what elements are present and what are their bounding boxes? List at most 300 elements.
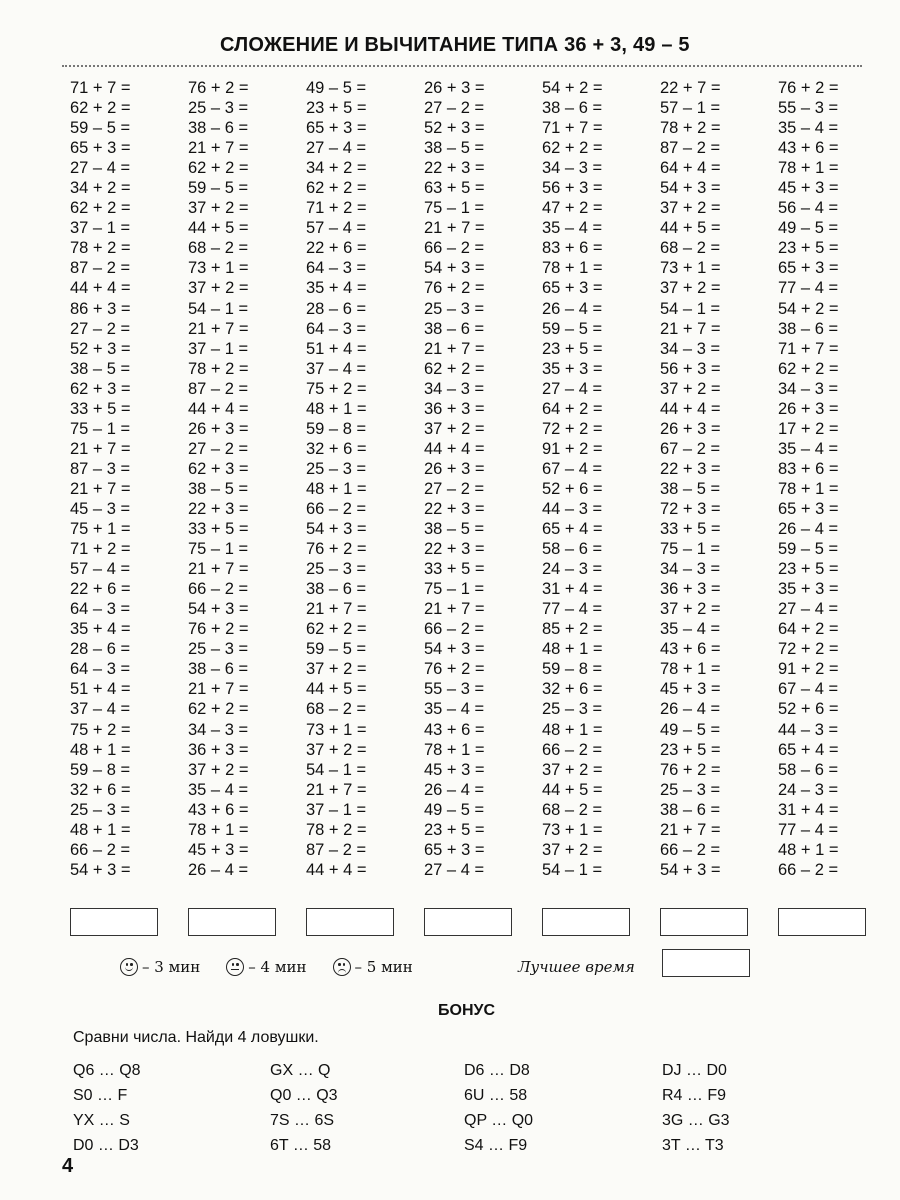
exercise-item[interactable]: 44 + 5 = — [542, 780, 603, 799]
exercise-item[interactable]: 26 + 3 = — [660, 419, 721, 438]
exercise-item[interactable]: 37 – 1 = — [306, 800, 367, 819]
exercise-item[interactable]: 48 + 1 = — [306, 479, 367, 498]
exercise-item[interactable]: 51 + 4 = — [306, 339, 367, 358]
exercise-item[interactable]: 35 – 4 = — [424, 700, 485, 719]
exercise-item[interactable]: 34 – 3 = — [424, 379, 485, 398]
exercise-item[interactable]: 21 + 7 = — [188, 560, 249, 579]
exercise-item[interactable]: 87 – 2 = — [188, 379, 249, 398]
exercise-item[interactable]: 57 – 1 = — [660, 99, 721, 118]
exercise-item[interactable]: 35 + 4 = — [306, 279, 367, 298]
exercise-item[interactable]: 76 + 2 = — [188, 620, 249, 639]
exercise-item[interactable]: 37 + 2 = — [660, 379, 721, 398]
exercise-item[interactable]: 32 + 6 = — [306, 439, 367, 458]
exercise-item[interactable]: 72 + 3 = — [660, 499, 721, 518]
exercise-item[interactable]: 58 – 6 = — [778, 760, 839, 779]
exercise-item[interactable]: 71 + 7 = — [778, 339, 839, 358]
exercise-item[interactable]: 35 + 3 = — [542, 359, 603, 378]
exercise-item[interactable]: 21 + 7 = — [306, 600, 367, 619]
exercise-item[interactable]: 43 + 6 = — [188, 800, 249, 819]
exercise-item[interactable]: 54 + 3 = — [70, 860, 131, 879]
exercise-item[interactable]: 37 + 2 = — [188, 199, 249, 218]
exercise-item[interactable]: 59 – 5 = — [778, 540, 839, 559]
exercise-item[interactable]: 44 + 5 = — [306, 680, 367, 699]
exercise-item[interactable]: 36 + 3 = — [424, 399, 485, 418]
exercise-item[interactable]: 44 + 5 = — [188, 219, 249, 238]
exercise-item[interactable]: 78 + 1 = — [188, 820, 249, 839]
exercise-item[interactable]: 34 – 3 = — [542, 159, 603, 178]
exercise-item[interactable]: 25 – 3 = — [542, 700, 603, 719]
exercise-item[interactable]: 77 – 4 = — [542, 600, 603, 619]
comparison-item[interactable]: 6T … 58 — [270, 1137, 332, 1154]
exercise-item[interactable]: 49 – 5 = — [306, 79, 367, 97]
exercise-item[interactable]: 49 – 5 = — [778, 219, 839, 238]
exercise-item[interactable]: 22 + 7 = — [660, 79, 721, 97]
exercise-item[interactable]: 54 + 3 = — [424, 259, 485, 278]
exercise-item[interactable]: 75 + 2 = — [306, 379, 367, 398]
exercise-item[interactable]: 26 – 4 = — [188, 860, 249, 879]
exercise-item[interactable]: 54 + 2 = — [542, 79, 603, 97]
exercise-item[interactable]: 67 – 4 = — [542, 459, 603, 478]
exercise-item[interactable]: 68 – 2 = — [306, 700, 367, 719]
exercise-item[interactable]: 35 + 3 = — [778, 580, 839, 599]
exercise-item[interactable]: 59 – 8 = — [306, 419, 367, 438]
exercise-item[interactable]: 78 + 1 = — [660, 660, 721, 679]
exercise-item[interactable]: 66 – 2 = — [188, 580, 249, 599]
exercise-item[interactable]: 72 + 2 = — [542, 419, 603, 438]
exercise-item[interactable]: 22 + 3 = — [424, 159, 485, 178]
exercise-item[interactable]: 27 – 2 = — [188, 439, 249, 458]
exercise-item[interactable]: 38 – 5 = — [70, 359, 131, 378]
exercise-item[interactable]: 36 + 3 = — [188, 740, 249, 759]
exercise-item[interactable]: 62 + 2 = — [778, 359, 839, 378]
exercise-item[interactable]: 73 + 1 = — [306, 720, 367, 739]
exercise-item[interactable]: 21 + 7 = — [424, 219, 485, 238]
exercise-item[interactable]: 26 – 4 = — [660, 700, 721, 719]
exercise-item[interactable]: 66 – 2 = — [424, 239, 485, 258]
exercise-item[interactable]: 56 – 4 = — [778, 199, 839, 218]
exercise-item[interactable]: 55 – 3 = — [424, 680, 485, 699]
exercise-item[interactable]: 49 – 5 = — [660, 720, 721, 739]
exercise-item[interactable]: 71 + 7 = — [70, 79, 131, 97]
exercise-item[interactable]: 66 – 2 = — [660, 840, 721, 859]
exercise-item[interactable]: 76 + 2 = — [306, 540, 367, 559]
exercise-item[interactable]: 76 + 2 = — [424, 660, 485, 679]
exercise-item[interactable]: 34 – 3 = — [660, 560, 721, 579]
exercise-item[interactable]: 27 – 4 = — [778, 600, 839, 619]
exercise-item[interactable]: 27 – 2 = — [70, 319, 131, 338]
exercise-item[interactable]: 71 + 2 = — [306, 199, 367, 218]
best-time-box[interactable] — [662, 949, 750, 977]
exercise-item[interactable]: 44 – 3 = — [542, 499, 603, 518]
exercise-item[interactable]: 38 – 6 = — [306, 580, 367, 599]
exercise-item[interactable]: 24 – 3 = — [542, 560, 603, 579]
exercise-item[interactable]: 54 – 1 = — [188, 299, 249, 318]
exercise-item[interactable]: 65 + 3 = — [306, 119, 367, 138]
exercise-item[interactable]: 28 – 6 = — [306, 299, 367, 318]
exercise-item[interactable]: 37 – 1 = — [70, 219, 131, 238]
exercise-item[interactable]: 78 + 1 = — [778, 159, 839, 178]
time-box-1[interactable] — [70, 908, 158, 936]
exercise-item[interactable]: 59 – 5 = — [306, 640, 367, 659]
exercise-item[interactable]: 25 – 3 = — [660, 780, 721, 799]
exercise-item[interactable]: 52 + 6 = — [542, 479, 603, 498]
exercise-item[interactable]: 54 + 3 = — [660, 860, 721, 879]
exercise-item[interactable]: 45 – 3 = — [70, 499, 131, 518]
exercise-item[interactable]: 43 + 6 = — [660, 640, 721, 659]
exercise-item[interactable]: 35 – 4 = — [188, 780, 249, 799]
exercise-item[interactable]: 73 + 1 = — [542, 820, 603, 839]
exercise-item[interactable]: 26 + 3 = — [188, 419, 249, 438]
exercise-item[interactable]: 65 + 3 = — [542, 279, 603, 298]
exercise-item[interactable]: 48 + 1 = — [542, 720, 603, 739]
exercise-item[interactable]: 62 + 2 = — [188, 700, 249, 719]
exercise-item[interactable]: 78 + 2 = — [70, 239, 131, 258]
exercise-item[interactable]: 36 + 3 = — [660, 580, 721, 599]
exercise-item[interactable]: 34 + 2 = — [70, 179, 131, 198]
exercise-item[interactable]: 23 + 5 = — [424, 820, 485, 839]
exercise-item[interactable]: 25 – 3 = — [306, 560, 367, 579]
comparison-item[interactable]: 3T … T3 — [662, 1137, 724, 1154]
exercise-item[interactable]: 37 + 2 = — [306, 660, 367, 679]
exercise-item[interactable]: 65 + 3 = — [778, 259, 839, 278]
exercise-item[interactable]: 35 – 4 = — [660, 620, 721, 639]
comparison-item[interactable]: YX … S — [73, 1112, 130, 1129]
exercise-item[interactable]: 56 + 3 = — [542, 179, 603, 198]
exercise-item[interactable]: 83 + 6 = — [778, 459, 839, 478]
exercise-item[interactable]: 34 + 2 = — [306, 159, 367, 178]
exercise-item[interactable]: 76 + 2 = — [660, 760, 721, 779]
exercise-item[interactable]: 22 + 6 = — [306, 239, 367, 258]
exercise-item[interactable]: 37 + 2 = — [424, 419, 485, 438]
exercise-item[interactable]: 78 + 1 = — [542, 259, 603, 278]
exercise-item[interactable]: 48 + 1 = — [542, 640, 603, 659]
exercise-item[interactable]: 33 + 5 = — [188, 520, 249, 539]
exercise-item[interactable]: 64 – 3 = — [306, 259, 367, 278]
comparison-item[interactable]: GX … Q — [270, 1062, 331, 1079]
exercise-item[interactable]: 64 – 3 = — [306, 319, 367, 338]
exercise-item[interactable]: 87 – 2 = — [70, 259, 131, 278]
exercise-item[interactable]: 44 + 4 = — [424, 439, 485, 458]
exercise-item[interactable]: 33 + 5 = — [660, 520, 721, 539]
comparison-item[interactable]: Q0 … Q3 — [270, 1087, 338, 1104]
comparison-item[interactable]: DJ … D0 — [662, 1062, 727, 1079]
comparison-item[interactable]: 3G … G3 — [662, 1112, 730, 1129]
exercise-item[interactable]: 32 + 6 = — [542, 680, 603, 699]
exercise-item[interactable]: 87 – 3 = — [70, 459, 131, 478]
exercise-item[interactable]: 37 + 2 = — [660, 279, 721, 298]
exercise-item[interactable]: 21 + 7 = — [70, 479, 131, 498]
exercise-item[interactable]: 58 – 6 = — [542, 540, 603, 559]
exercise-item[interactable]: 34 – 3 = — [188, 720, 249, 739]
exercise-item[interactable]: 38 – 6 = — [188, 119, 249, 138]
exercise-item[interactable]: 34 – 3 = — [660, 339, 721, 358]
exercise-item[interactable]: 56 + 3 = — [660, 359, 721, 378]
exercise-item[interactable]: 34 – 3 = — [778, 379, 839, 398]
exercise-item[interactable]: 43 + 6 = — [778, 139, 839, 158]
exercise-item[interactable]: 38 – 5 = — [660, 479, 721, 498]
exercise-item[interactable]: 35 + 4 = — [70, 620, 131, 639]
exercise-item[interactable]: 86 + 3 = — [70, 299, 131, 318]
exercise-item[interactable]: 33 + 5 = — [424, 560, 485, 579]
exercise-item[interactable]: 25 – 3 = — [70, 800, 131, 819]
exercise-item[interactable]: 76 + 2 = — [778, 79, 839, 97]
exercise-item[interactable]: 64 + 4 = — [660, 159, 721, 178]
exercise-item[interactable]: 38 – 6 = — [424, 319, 485, 338]
time-box-6[interactable] — [660, 908, 748, 936]
comparison-item[interactable]: S4 … F9 — [464, 1137, 528, 1154]
exercise-item[interactable]: 52 + 3 = — [70, 339, 131, 358]
exercise-item[interactable]: 37 + 2 = — [660, 199, 721, 218]
exercise-item[interactable]: 22 + 3 = — [660, 459, 721, 478]
exercise-item[interactable]: 77 – 4 = — [778, 820, 839, 839]
exercise-item[interactable]: 48 + 1 = — [70, 740, 131, 759]
exercise-item[interactable]: 22 + 3 = — [424, 540, 485, 559]
exercise-item[interactable]: 91 + 2 = — [778, 660, 839, 679]
exercise-item[interactable]: 87 – 2 = — [660, 139, 721, 158]
exercise-item[interactable]: 65 + 4 = — [542, 520, 603, 539]
exercise-item[interactable]: 54 + 3 = — [660, 179, 721, 198]
exercise-item[interactable]: 62 + 2 = — [70, 199, 131, 218]
exercise-item[interactable]: 21 + 7 = — [188, 319, 249, 338]
exercise-item[interactable]: 55 – 3 = — [778, 99, 839, 118]
exercise-item[interactable]: 54 + 3 = — [188, 600, 249, 619]
exercise-item[interactable]: 26 – 4 = — [424, 780, 485, 799]
exercise-item[interactable]: 62 + 2 = — [188, 159, 249, 178]
exercise-item[interactable]: 78 + 2 = — [188, 359, 249, 378]
exercise-item[interactable]: 45 + 3 = — [660, 680, 721, 699]
exercise-item[interactable]: 75 – 1 = — [660, 540, 721, 559]
exercise-item[interactable]: 73 + 1 = — [660, 259, 721, 278]
exercise-item[interactable]: 71 + 7 = — [542, 119, 603, 138]
exercise-item[interactable]: 35 – 4 = — [542, 219, 603, 238]
exercise-item[interactable]: 45 + 3 = — [424, 760, 485, 779]
exercise-item[interactable]: 76 + 2 = — [188, 79, 249, 97]
exercise-item[interactable]: 59 – 5 = — [542, 319, 603, 338]
exercise-item[interactable]: 71 + 2 = — [70, 540, 131, 559]
exercise-item[interactable]: 23 + 5 = — [660, 740, 721, 759]
exercise-item[interactable]: 33 + 5 = — [70, 399, 131, 418]
exercise-item[interactable]: 57 – 4 = — [70, 560, 131, 579]
exercise-item[interactable]: 48 + 1 = — [70, 820, 131, 839]
exercise-item[interactable]: 67 – 4 = — [778, 680, 839, 699]
exercise-item[interactable]: 75 + 2 = — [70, 720, 131, 739]
exercise-item[interactable]: 38 – 5 = — [424, 520, 485, 539]
exercise-item[interactable]: 21 + 7 = — [188, 680, 249, 699]
exercise-item[interactable]: 77 – 4 = — [778, 279, 839, 298]
comparison-item[interactable]: D0 … D3 — [73, 1137, 139, 1154]
exercise-item[interactable]: 44 + 4 = — [70, 279, 131, 298]
exercise-item[interactable]: 26 + 3 = — [424, 459, 485, 478]
exercise-item[interactable]: 65 + 3 = — [778, 499, 839, 518]
exercise-item[interactable]: 27 – 2 = — [424, 479, 485, 498]
exercise-item[interactable]: 68 – 2 = — [542, 800, 603, 819]
exercise-item[interactable]: 78 + 2 = — [306, 820, 367, 839]
exercise-item[interactable]: 35 – 4 = — [778, 119, 839, 138]
exercise-item[interactable]: 44 – 3 = — [778, 720, 839, 739]
exercise-item[interactable]: 62 + 2 = — [306, 620, 367, 639]
exercise-item[interactable]: 48 + 1 = — [778, 840, 839, 859]
exercise-item[interactable]: 75 – 1 = — [70, 419, 131, 438]
exercise-item[interactable]: 44 + 4 = — [306, 860, 367, 879]
exercise-item[interactable]: 27 – 2 = — [424, 99, 485, 118]
exercise-item[interactable]: 38 – 6 = — [542, 99, 603, 118]
exercise-item[interactable]: 65 + 3 = — [70, 139, 131, 158]
exercise-item[interactable]: 25 – 3 = — [424, 299, 485, 318]
exercise-item[interactable]: 91 + 2 = — [542, 439, 603, 458]
comparison-item[interactable]: Q6 … Q8 — [73, 1062, 141, 1079]
exercise-item[interactable]: 25 – 3 = — [306, 459, 367, 478]
exercise-item[interactable]: 62 + 2 = — [70, 99, 131, 118]
exercise-item[interactable]: 47 + 2 = — [542, 199, 603, 218]
comparison-item[interactable]: D6 … D8 — [464, 1062, 530, 1079]
exercise-item[interactable]: 27 – 4 = — [70, 159, 131, 178]
exercise-item[interactable]: 38 – 5 = — [424, 139, 485, 158]
exercise-item[interactable]: 44 + 4 = — [188, 399, 249, 418]
exercise-item[interactable]: 59 – 8 = — [542, 660, 603, 679]
exercise-item[interactable]: 66 – 2 = — [542, 740, 603, 759]
exercise-item[interactable]: 44 + 5 = — [660, 219, 721, 238]
exercise-item[interactable]: 24 – 3 = — [778, 780, 839, 799]
exercise-item[interactable]: 59 – 8 = — [70, 760, 131, 779]
exercise-item[interactable]: 62 + 3 = — [188, 459, 249, 478]
exercise-item[interactable]: 54 + 2 = — [778, 299, 839, 318]
exercise-item[interactable]: 37 + 2 = — [660, 600, 721, 619]
exercise-item[interactable]: 26 – 4 = — [778, 520, 839, 539]
exercise-item[interactable]: 35 – 4 = — [778, 439, 839, 458]
exercise-item[interactable]: 38 – 6 = — [778, 319, 839, 338]
exercise-item[interactable]: 52 + 6 = — [778, 700, 839, 719]
exercise-item[interactable]: 78 + 2 = — [660, 119, 721, 138]
exercise-item[interactable]: 63 + 5 = — [424, 179, 485, 198]
exercise-item[interactable]: 64 – 3 = — [70, 660, 131, 679]
time-box-7[interactable] — [778, 908, 866, 936]
exercise-item[interactable]: 73 + 1 = — [188, 259, 249, 278]
exercise-item[interactable]: 83 + 6 = — [542, 239, 603, 258]
exercise-item[interactable]: 37 + 2 = — [188, 279, 249, 298]
exercise-item[interactable]: 59 – 5 = — [70, 119, 131, 138]
comparison-item[interactable]: 7S … 6S — [270, 1112, 335, 1129]
time-box-5[interactable] — [542, 908, 630, 936]
exercise-item[interactable]: 26 + 3 = — [778, 399, 839, 418]
exercise-item[interactable]: 62 + 2 = — [306, 179, 367, 198]
exercise-item[interactable]: 85 + 2 = — [542, 620, 603, 639]
exercise-item[interactable]: 75 – 1 = — [424, 580, 485, 599]
exercise-item[interactable]: 49 – 5 = — [424, 800, 485, 819]
exercise-item[interactable]: 43 + 6 = — [424, 720, 485, 739]
exercise-item[interactable]: 64 – 3 = — [70, 600, 131, 619]
exercise-item[interactable]: 27 – 4 = — [306, 139, 367, 158]
exercise-item[interactable]: 21 + 7 = — [306, 780, 367, 799]
exercise-item[interactable]: 31 + 4 = — [542, 580, 603, 599]
comparison-item[interactable]: S0 … F — [73, 1087, 128, 1104]
time-box-3[interactable] — [306, 908, 394, 936]
exercise-item[interactable]: 26 + 3 = — [424, 79, 485, 97]
exercise-item[interactable]: 21 + 7 = — [188, 139, 249, 158]
exercise-item[interactable]: 28 – 6 = — [70, 640, 131, 659]
exercise-item[interactable]: 54 – 1 = — [542, 860, 603, 879]
exercise-item[interactable]: 37 + 2 = — [542, 840, 603, 859]
exercise-item[interactable]: 62 + 3 = — [70, 379, 131, 398]
exercise-item[interactable]: 78 + 1 = — [424, 740, 485, 759]
exercise-item[interactable]: 75 – 1 = — [188, 540, 249, 559]
exercise-item[interactable]: 68 – 2 = — [188, 239, 249, 258]
exercise-item[interactable]: 65 + 4 = — [778, 740, 839, 759]
time-box-2[interactable] — [188, 908, 276, 936]
exercise-item[interactable]: 37 + 2 = — [542, 760, 603, 779]
exercise-item[interactable]: 27 – 4 = — [424, 860, 485, 879]
exercise-item[interactable]: 64 + 2 = — [778, 620, 839, 639]
comparison-item[interactable]: R4 … F9 — [662, 1087, 727, 1104]
exercise-item[interactable]: 25 – 3 = — [188, 640, 249, 659]
exercise-item[interactable]: 54 + 3 = — [306, 520, 367, 539]
exercise-item[interactable]: 57 – 4 = — [306, 219, 367, 238]
exercise-item[interactable]: 21 + 7 = — [660, 319, 721, 338]
exercise-item[interactable]: 72 + 2 = — [778, 640, 839, 659]
exercise-item[interactable]: 17 + 2 = — [778, 419, 839, 438]
exercise-item[interactable]: 23 + 5 = — [778, 239, 839, 258]
exercise-item[interactable]: 22 + 3 = — [424, 499, 485, 518]
exercise-item[interactable]: 64 + 2 = — [542, 399, 603, 418]
exercise-item[interactable]: 22 + 3 = — [188, 499, 249, 518]
exercise-item[interactable]: 78 + 1 = — [778, 479, 839, 498]
exercise-item[interactable]: 38 – 5 = — [188, 479, 249, 498]
exercise-item[interactable]: 76 + 2 = — [424, 279, 485, 298]
exercise-item[interactable]: 62 + 2 = — [424, 359, 485, 378]
exercise-item[interactable]: 48 + 1 = — [306, 399, 367, 418]
exercise-item[interactable]: 51 + 4 = — [70, 680, 131, 699]
exercise-item[interactable]: 38 – 6 = — [660, 800, 721, 819]
exercise-item[interactable]: 37 + 2 = — [306, 740, 367, 759]
exercise-item[interactable]: 23 + 5 = — [542, 339, 603, 358]
exercise-item[interactable]: 21 + 7 = — [424, 600, 485, 619]
exercise-item[interactable]: 44 + 4 = — [660, 399, 721, 418]
exercise-item[interactable]: 66 – 2 = — [778, 860, 839, 879]
exercise-item[interactable]: 32 + 6 = — [70, 780, 131, 799]
comparison-item[interactable]: 6U … 58 — [464, 1087, 528, 1104]
time-box-4[interactable] — [424, 908, 512, 936]
exercise-item[interactable]: 54 – 1 = — [660, 299, 721, 318]
comparison-item[interactable]: QP … Q0 — [464, 1112, 534, 1129]
exercise-item[interactable]: 21 + 7 = — [660, 820, 721, 839]
exercise-item[interactable]: 66 – 2 = — [424, 620, 485, 639]
exercise-item[interactable]: 22 + 6 = — [70, 580, 131, 599]
exercise-item[interactable]: 27 – 4 = — [542, 379, 603, 398]
exercise-item[interactable]: 37 – 1 = — [188, 339, 249, 358]
exercise-item[interactable]: 67 – 2 = — [660, 439, 721, 458]
exercise-item[interactable]: 21 + 7 = — [424, 339, 485, 358]
exercise-item[interactable]: 38 – 6 = — [188, 660, 249, 679]
exercise-item[interactable]: 65 + 3 = — [424, 840, 485, 859]
exercise-item[interactable]: 75 – 1 = — [424, 199, 485, 218]
exercise-item[interactable]: 68 – 2 = — [660, 239, 721, 258]
exercise-item[interactable]: 54 + 3 = — [424, 640, 485, 659]
exercise-item[interactable]: 66 – 2 = — [306, 499, 367, 518]
exercise-item[interactable]: 25 – 3 = — [188, 99, 249, 118]
exercise-item[interactable]: 45 + 3 = — [188, 840, 249, 859]
exercise-item[interactable]: 66 – 2 = — [70, 840, 131, 859]
exercise-item[interactable]: 54 – 1 = — [306, 760, 367, 779]
exercise-item[interactable]: 37 – 4 = — [70, 700, 131, 719]
exercise-item[interactable]: 45 + 3 = — [778, 179, 839, 198]
exercise-item[interactable]: 75 + 1 = — [70, 520, 131, 539]
exercise-item[interactable]: 31 + 4 = — [778, 800, 839, 819]
exercise-item[interactable]: 59 – 5 = — [188, 179, 249, 198]
exercise-item[interactable]: 62 + 2 = — [542, 139, 603, 158]
exercise-item[interactable]: 21 + 7 = — [70, 439, 131, 458]
exercise-item[interactable]: 37 + 2 = — [188, 760, 249, 779]
exercise-item[interactable]: 52 + 3 = — [424, 119, 485, 138]
exercise-item[interactable]: 37 – 4 = — [306, 359, 367, 378]
